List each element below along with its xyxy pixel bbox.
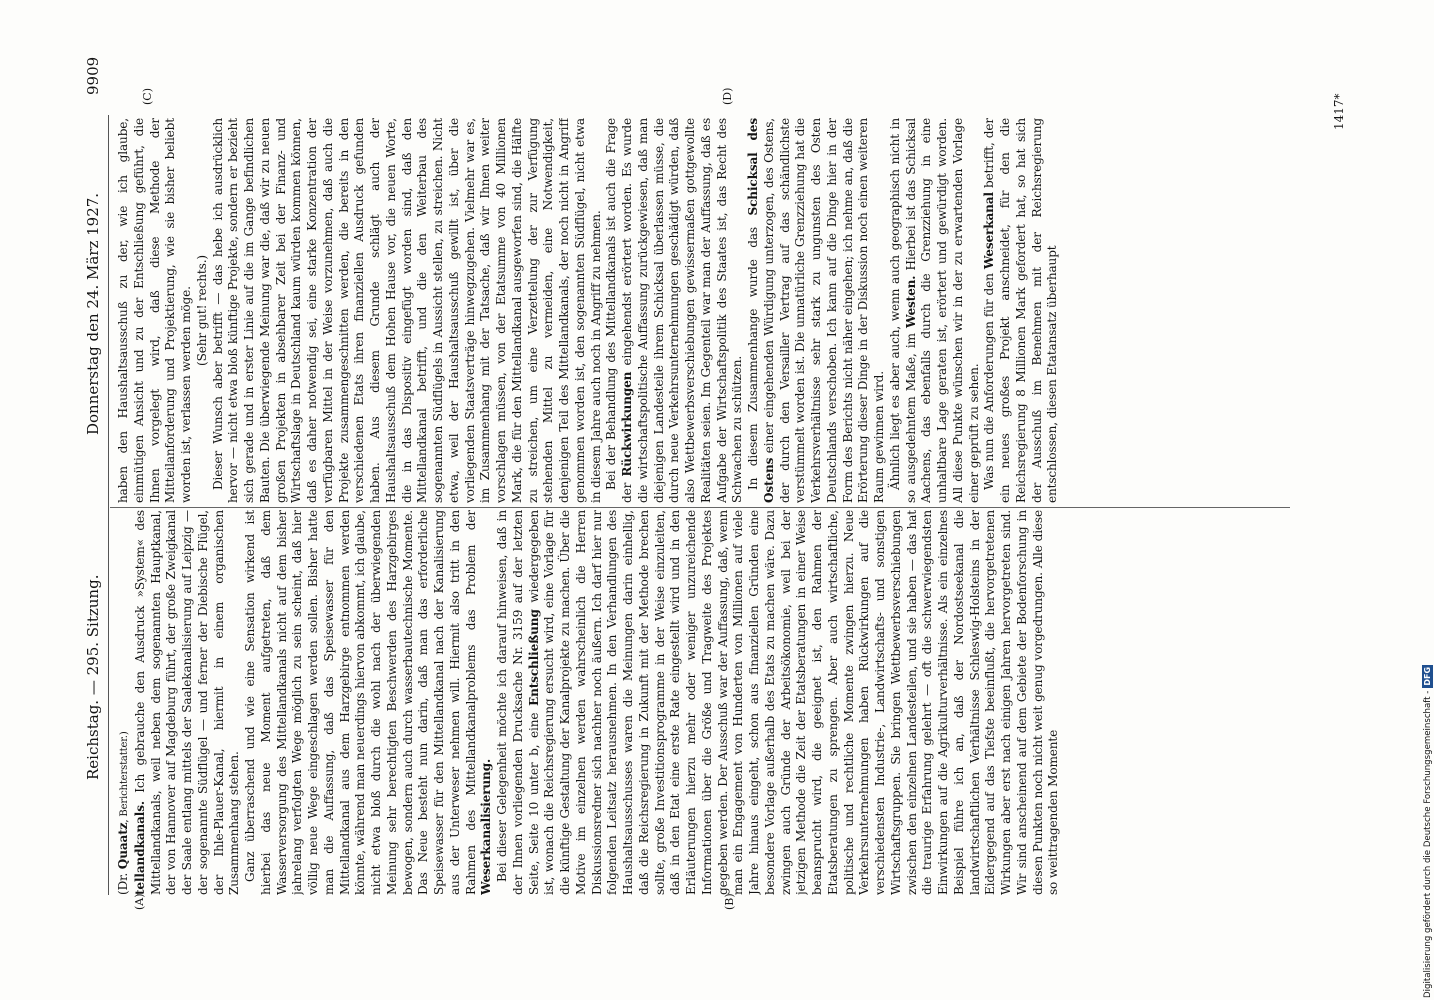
dfg-logo-badge: DFG — [1423, 666, 1432, 686]
left-column — [116, 510, 1296, 895]
header-rule — [108, 115, 109, 895]
paragraph: Ganz überraschend und wie eine Sensation wirkend ist hierbei das neue Moment aufgetreten, daß dem Wasserversorgung des Mittellandkanals nicht auf dem bisher jahrelang verfolgten Wege möglich zu sein scheint, daß hier völlig neue Wege eingeschlagen werden sollen. Bisher hatte man die Auffassung, daß das Speisewasser für den Mittellandkanal aus dem Harzgebirge entnommen werden könnte, während man neuerdings hiervon abkommt, ich glaube, nicht etwa bloß durch die wohl nach der überwiegenden Meinung sehr berechtigten Beschwerden des Harzgebirges bewogen, sondern auch durch wasserbautechnische Momente. Das Neue besteht nun darin, daß man das erforderliche Speisewasser für den Mittellandkanal nach der Kanalisierung aus der Unterweser nehmen will. Hiermit also tritt in den Rahmen des Mittellandkanalproblems das Problem der Weserkanalisierung. — [243, 510, 494, 895]
margin-marker-c: (C) — [141, 88, 154, 105]
paragraph: Bei dieser Gelegenheit möchte ich darauf hinweisen, daß in der Ihnen vorliegenden Drucksache Nr. 3159 auf der letzten Seite, Seite 10 unter b, eine Entschließung wiedergegeben ist, wonach die Reichsregierung ersucht wird, eine Vorlage für die künftige Gestaltung der Kanalprojekte zu machen. Über die Motive im einzelnen werden wahrscheinlich die Herren Diskussionsredner sich nachher noch äußern. Ich darf hier nur folgenden Leitsatz herausnehmen. In den Verhandlungen des Haushaltsausschusses waren die Meinungen darin einhellig, daß die Reichsregierung in Zukunft mit der Methode brechen sollte, große Investitionsprogramme in der Weise einzuleiten, daß in den Etat eine erste Rate eingestellt wird und in den Erläuterungen hierzu mehr oder weniger unzureichende Informationen über die Größe und Tragweite des Projektes gegeben werden. Der Ausschuß war der Auffassung, daß, wenn man ein Engagement von Hunderten von Millionen auf viele Jahre hinaus eingeht, schon aus finanziellen Gründen eine besondere Vorlage außerhalb des Etats zu machen wäre. Dazu zwingen auch Gründe der Arbeitsökonomie, weil bei der jetzigen Methode die Zeit der Etatsberatungen in einer Weise beansprucht wird, die geeignet ist, den Rahmen der Etatsberatungen zu sprengen. Aber auch wirtschaftliche, politische und rechtliche Momente zwingen hierzu. Neue Verkehrsunternehmungen haben Rückwirkungen auf die verschiedensten Industrie-, Landwirtschafts- und sonstigen Wirtschaftsgruppen. Sie bringen Wettbewerbsverschiebungen zwischen den einzelnen Landesteilen, und sie haben — das hat die traurige Erfahrung gelehrt — oft die schwerwiegendsten Einwirkungen auf die Agrikulturverhältnisse. Als ein einzelnes Beispiel führe ich an, daß der Nordostseekanal die landwirtschaftlichen Verhältnisse Schleswig-Holsteins in der Eidergegend auf das Tiefste beeinflußt, die hervorgetretenen Wirkungen aber erst nach einigen Jahren hervorgetreten sind. Wir sind anscheinend auf dem Gebiete der Bodenforschung in diesen Punkten noch nicht weit genug vorgedrungen. Alle diese so weittragenden Momente — [495, 510, 1061, 895]
paragraph: In diesem Zusammenhange wurde das Schicksal des Ostens einer eingehenden Würdigung unterzogen, des Ostens, der durch den Versailler Vertrag auf das schändlichste verstümmelt worden ist. Die unnatürliche Grenzziehung hat die Verkehrsverhältnisse sehr stark zu ungunsten des Osten Deutschlands verschoben. Ich kann auf die Dinge hier in der Form des Berichts nicht näher eingehen; ich nehme an, daß die Erörterung dieser Dinge in der Diskussion noch einen weiteren Raum gewinnen wird. — [746, 118, 886, 503]
digitization-credit — [1421, 8, 1434, 998]
column-divider — [110, 507, 1290, 508]
paragraph: tellandkanals. Ich gebrauche den Ausdruck »System« des Mittellandkanals, weil neben dem sogenannten Hauptkanal, der von Hannover auf Magdeburg führt, der große Zweigkanal der Saale entlang mittels der Saalekanalisierung auf Leipzig — der sogenannte Südflügel — und ferner der Diebische Flügel, der Ihle-Plauer-Kanal, hiermit in einem organischen Zusammenhang stehen. — [132, 510, 242, 895]
right-column — [116, 118, 1296, 503]
paragraph: Dieser Wunsch aber betrifft — das hebe ich ausdrücklich hervor — nicht etwa bloß künftige Projekte, sondern er bezieht sich gerade und in erster Linie auf die im Gange befindlichen Bauten. Die überwiegende Meinung war die, daß wir zu neuen großen Projekten in absehbarer Zeit bei der Finanz- und Wirtschaftslage in Deutschland kaum würden kommen können, daß es daher notwendig sei, eine starke Konzentration der verfügbaren Mittel in der Weise vorzunehmen, daß auch die Projekte zusammengeschnitten werden, die bereits in den verschiedenen Etats ihren finanziellen Ausdruck gefunden haben. Aus diesem Grunde schlägt auch der Haushaltsausschuß dem Hohen Hause vor, die neuen Worte, die in das Dispositiv eingefügt worden sind, daß den Mittellandkanal betrifft, und die den Weiterbau des sogenannten Südflügels in Aussicht stellen, zu streichen. Nicht etwa, weil der Haushaltsausschuß gewillt ist, über die vorliegenden Staatsverträge hinwegzugehen. Vielmehr war es, im Zusammenhang mit der Tatsache, daß wir Ihnen weiter vorschlagen müssen, von der Etatsumme von 40 Millionen Mark, die für den Mittellandkanal ausgeworfen sind, die Hälfte zu streichen, um eine Verzettelung der zur Verfügung stehenden Mittel zu vermeiden, eine Notwendigkeit, denjenigen Teil des Mittellandkanals, der noch nicht in Angriff genommen worden ist, den sogenannten Südflügel, nicht etwa in diesem Jahre auch noch in Angriff zu nehmen. — [210, 118, 603, 503]
speaker-line: (Dr. Quaatz, Berichterstatter.) — [116, 731, 130, 895]
page-header-session: Reichstag. — 295. Sitzung. — [84, 574, 102, 780]
signature-mark: 1417* — [1332, 93, 1346, 130]
interjection: (Sehr gut! rechts.) — [194, 255, 209, 366]
speaker-name: Quaatz — [116, 822, 130, 870]
page-number: 9909 — [84, 56, 102, 95]
margin-marker-d: (D) — [721, 87, 734, 105]
page-header-date: Donnerstag den 24. März 1927. — [84, 192, 102, 435]
paragraph: Ähnlich liegt es aber auch, wenn auch geographisch nicht in so ausgedehntem Maße, im Westen. Hierbei ist das Schicksal Aachens, das ebenfalls durch die Grenzziehung in eine unhaltbare Lage geraten ist, erörtert und gewürdigt worden. All diese Punkte wünschen wir in der zu erwartenden Vorlage einer geprüft zu sehen. — [887, 118, 981, 503]
paragraph: haben den Haushaltsausschuß zu der, wie ich glaube, einmütigen Ansicht und zu der Entschließung geführt, die Ihnen vorgelegt wird, daß diese Methode der Mitteilanforderung und Projektierung, wie sie bisher beliebt worden ist, verlassen werden möge. — [116, 118, 193, 503]
paragraph: Bei der Behandlung des Mittellandkanals ist auch die Frage der Rückwirkungen eingehendst erörtert worden. Es wurde die wirtschaftspolitische Auffassung zurückgewiesen, daß man diejenigen Landesteile ihrem Schicksal überlassen müsse, die durch neue Verkehrsunternehmungen geschädigt würden, daß also Wettbewerbsverschiebungen gewissermaßen gottgewollte Realitäten seien. Im Gegenteil war man der Auffassung, daß es Aufgabe der Wirtschaftspolitik des Staates ist, das Recht des Schwachen zu schützen. — [604, 118, 745, 503]
paragraph: Was nun die Anforderungen für den Weserkanal betrifft, der ein neues großes Projekt anschneidet, für den die Reichsregierung 8 Millionen Mark gefordert hat, so hat sich der Ausschuß im Benehmen mit der Reichsregierung entschlossen, diesen Etatansatz überhaupt — [982, 118, 1060, 503]
digitization-credit-text: Digitalisierung gefördert durch die Deutsche Forschungsgemeinschaft - — [1423, 690, 1433, 998]
margin-marker-b: (B) — [723, 893, 736, 910]
margin-marker-a: (A) — [133, 893, 146, 910]
